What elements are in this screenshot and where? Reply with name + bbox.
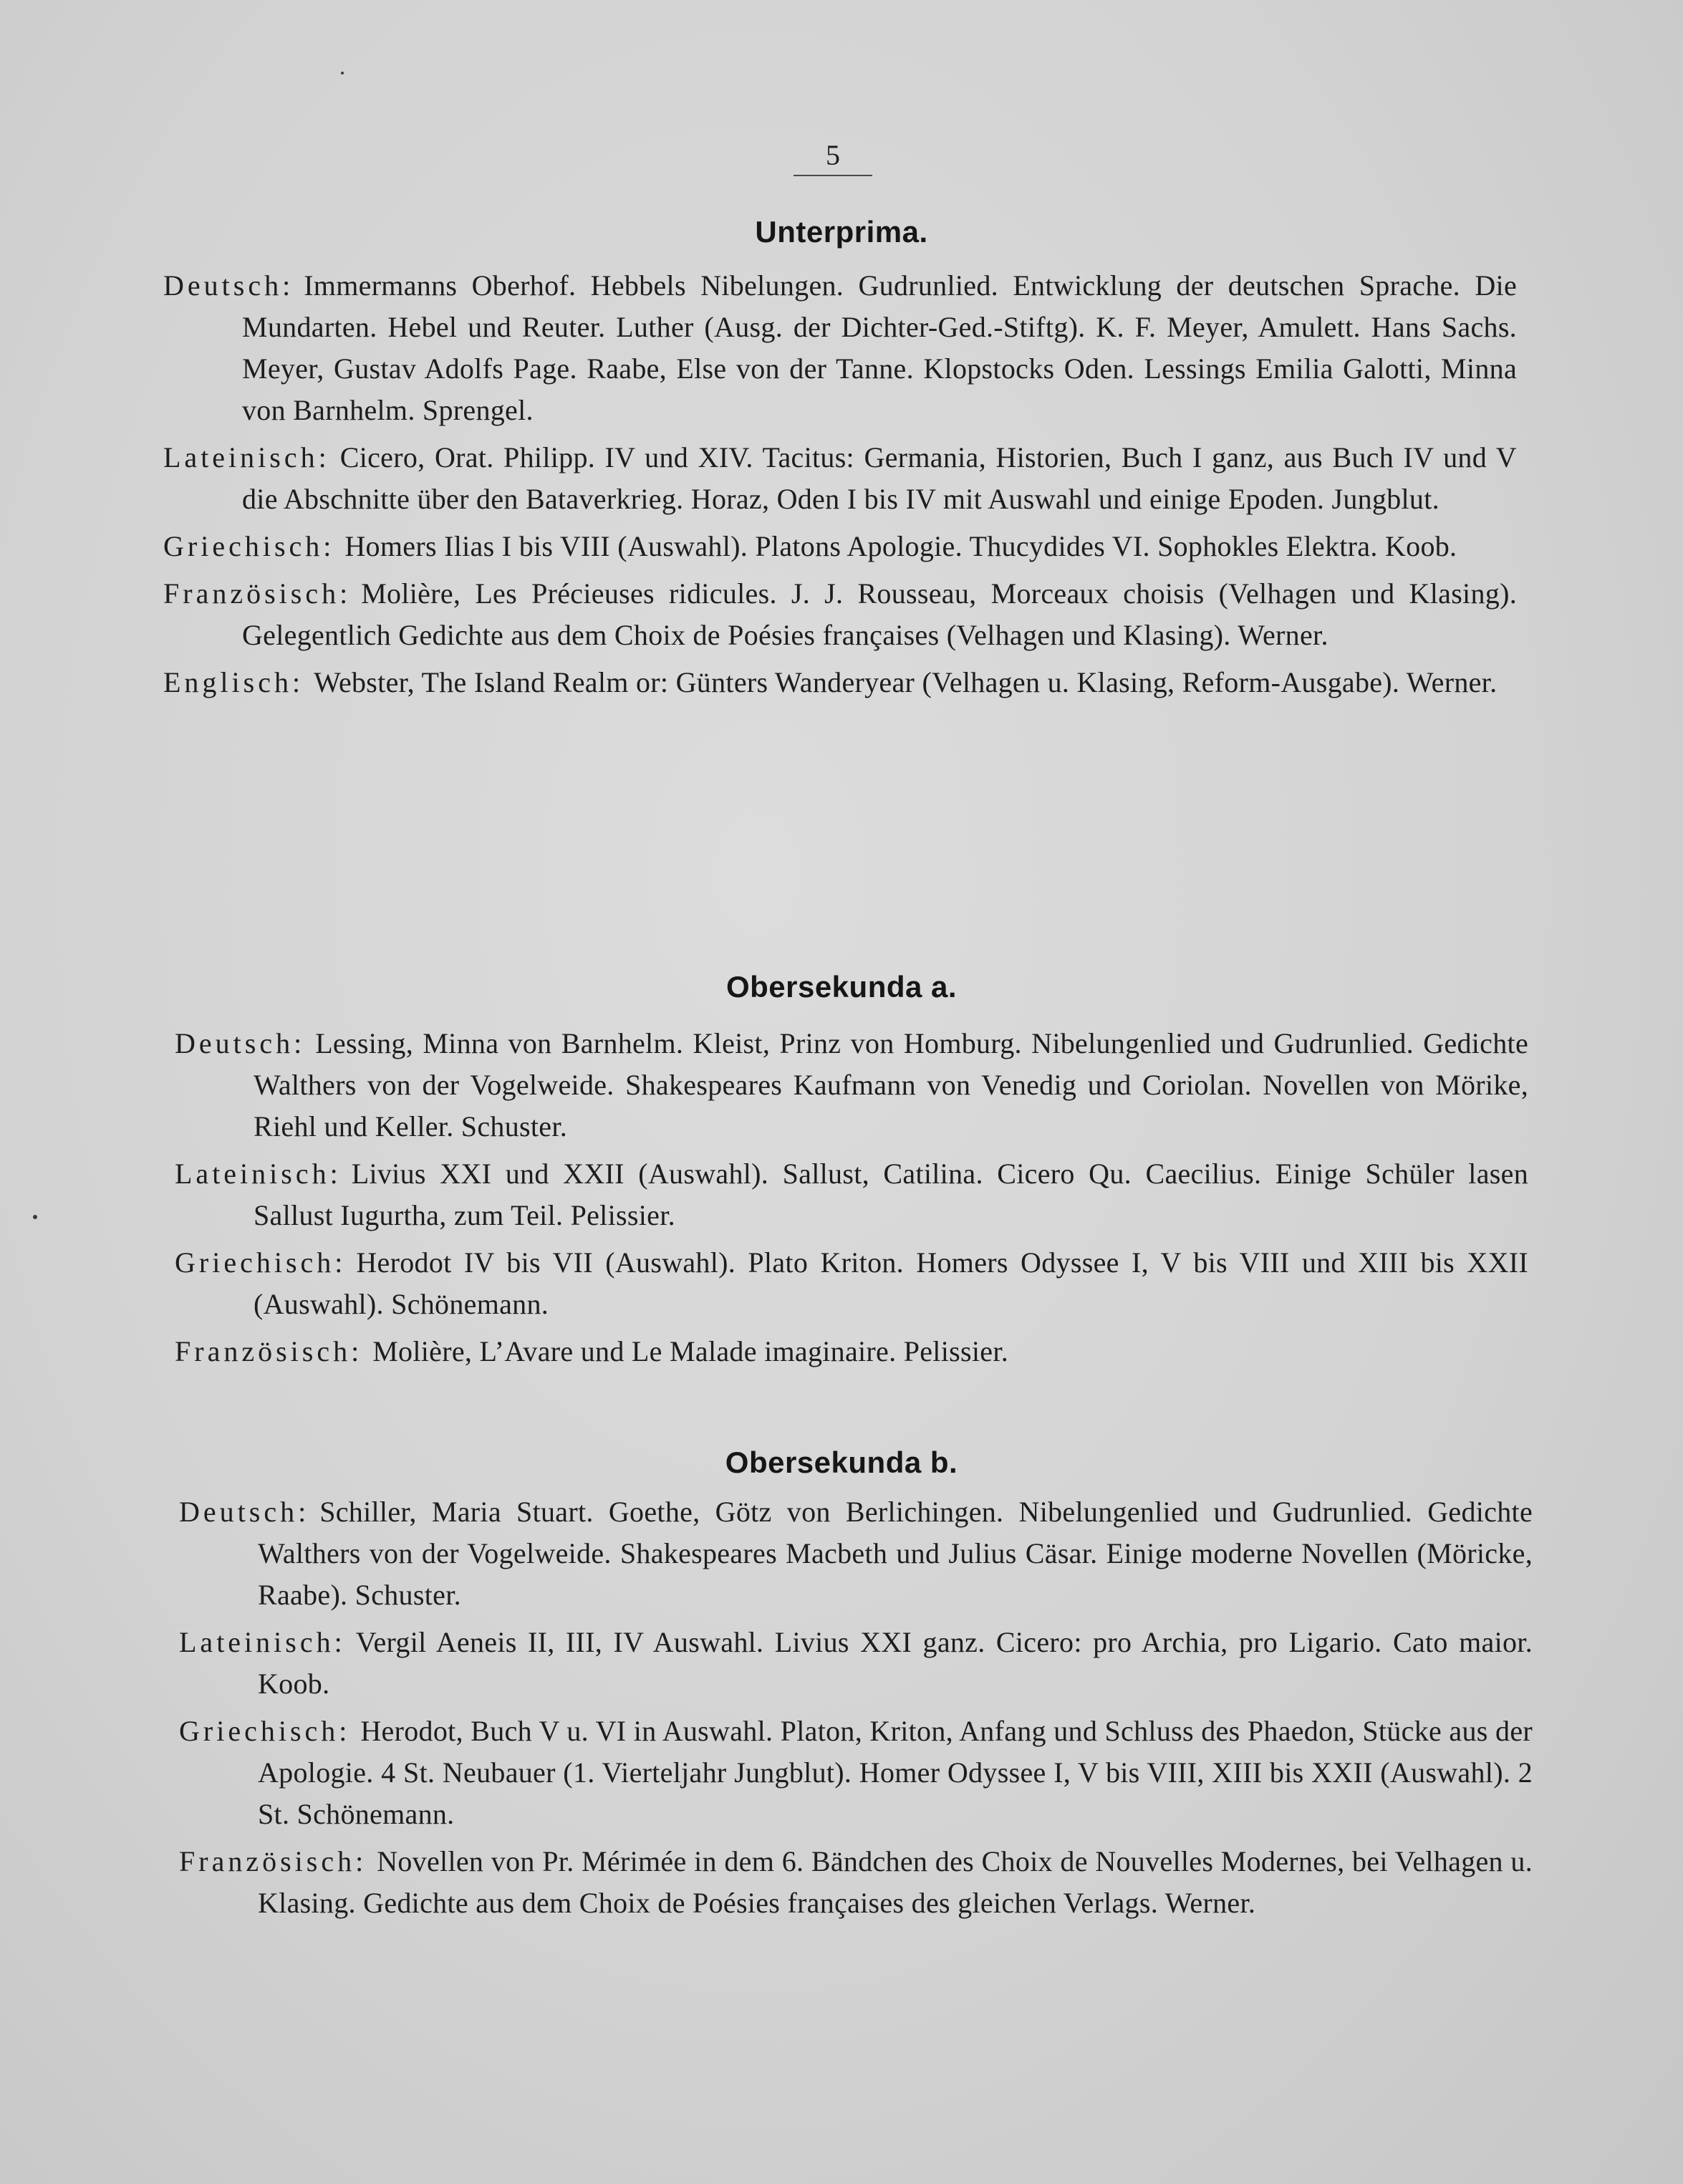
section-obersekunda-b — [179, 1491, 1533, 1930]
subject-label: Griechisch: — [175, 1246, 347, 1279]
subject-label: Französisch: — [179, 1845, 367, 1877]
entry-griechisch — [175, 1242, 1528, 1325]
section-obersekunda-a — [175, 1023, 1528, 1378]
entry-text: Molière, Les Précieuses ridicules. J. J. Rousseau, Morceaux choisis (Velhagen und Klasing). Gelegentlich Gedichte aus dem Choix de Poésies françaises (Velhagen und Klasing). Werner. — [242, 577, 1517, 651]
subject-label: Griechisch: — [163, 530, 335, 562]
entry-text: Schiller, Maria Stuart. Goethe, Götz von Berlichingen. Nibelungenlied und Gudrunlied. Gedichte Walthers von der Vogelweide. Shakespeares Macbeth und Julius Cäsar. Einige moderne Novellen (Möricke, Raabe). Schuster. — [258, 1496, 1533, 1611]
entry-lateinisch — [175, 1153, 1528, 1236]
section-heading-obersekunda-a: Obersekunda a. — [725, 970, 958, 1004]
entry-franzoesisch — [163, 573, 1517, 656]
subject-label: Deutsch: — [179, 1496, 310, 1528]
entry-lateinisch — [179, 1622, 1533, 1705]
subject-label: Lateinisch: — [163, 441, 330, 473]
entry-text: Novellen von Pr. Mérimée in dem 6. Bändchen des Choix de Nouvelles Modernes, bei Velhagen u. Klasing. Gedichte aus dem Choix de Poésies françaises des gleichen Verlags. Werner. — [258, 1845, 1533, 1919]
subject-label: Französisch: — [163, 577, 352, 610]
section-heading-obersekunda-b: Obersekunda b. — [725, 1445, 958, 1479]
subject-label: Griechisch: — [179, 1715, 351, 1747]
entry-griechisch — [163, 526, 1517, 567]
paper-speck — [33, 1215, 37, 1219]
entry-englisch — [163, 662, 1517, 703]
paper-speck — [341, 72, 344, 74]
entry-text: Webster, The Island Realm or: Günters Wanderyear (Velhagen u. Klasing, Reform-Ausgabe). Werner. — [314, 666, 1498, 698]
entry-franzoesisch — [175, 1331, 1528, 1372]
entry-franzoesisch — [179, 1841, 1533, 1924]
subject-label: Deutsch: — [163, 269, 294, 302]
section-heading-unterprima: Unterprima. — [755, 215, 928, 249]
entry-text: Herodot, Buch V u. VI in Auswahl. Platon, Kriton, Anfang und Schluss des Phaedon, Stücke aus der Apologie. 4 St. Neubauer (1. Vierteljahr Jungblut). Homer Odyssee I, V bis VIII, XIII bis XXII (Auswahl). 2 St. Schönemann. — [258, 1715, 1533, 1830]
entry-text: Cicero, Orat. Philipp. IV und XIV. Tacitus: Germania, Historien, Buch I ganz, aus Buch IV und V die Abschnitte über den Bataverkrieg. Horaz, Oden I bis IV mit Auswahl und einige Epoden. Jungblut. — [242, 441, 1517, 515]
entry-text: Immermanns Oberhof. Hebbels Nibelungen. Gudrunlied. Entwicklung der deutschen Sprache. Die Mundarten. Hebel und Reuter. Luther (Ausg. der Dichter-Ged.-Stiftg). K. F. Meyer, Amulett. Hans Sachs. Meyer, Gustav Adolfs Page. Raabe, Else von der Tanne. Klopstocks Oden. Lessings Emilia Galotti, Minna von Barnhelm. Sprengel. — [242, 269, 1517, 426]
entry-text: Livius XXI und XXII (Auswahl). Sallust, Catilina. Cicero Qu. Caecilius. Einige Schüler lasen Sallust Iugurtha, zum Teil. Pelissier. — [254, 1158, 1528, 1231]
entry-deutsch — [175, 1023, 1528, 1148]
entry-deutsch — [163, 265, 1517, 431]
entry-text: Herodot IV bis VII (Auswahl). Plato Kriton. Homers Odyssee I, V bis VIII und XIII bis XXII (Auswahl). Schönemann. — [254, 1246, 1528, 1320]
subject-label: Lateinisch: — [179, 1626, 346, 1658]
entry-griechisch — [179, 1711, 1533, 1835]
page-number: 5 — [794, 138, 872, 176]
subject-label: Französisch: — [175, 1335, 363, 1367]
entry-text: Vergil Aeneis II, III, IV Auswahl. Livius XXI ganz. Cicero: pro Archia, pro Ligario. Cato maior. Koob. — [258, 1626, 1533, 1700]
subject-label: Englisch: — [163, 666, 304, 698]
entry-text: Homers Ilias I bis VIII (Auswahl). Platons Apologie. Thucydides VI. Sophokles Elektra. Koob. — [344, 530, 1457, 562]
entry-text: Molière, L’Avare und Le Malade imaginaire. Pelissier. — [372, 1335, 1009, 1367]
section-unterprima — [163, 265, 1517, 709]
subject-label: Deutsch: — [175, 1027, 306, 1059]
entry-lateinisch — [163, 437, 1517, 520]
entry-deutsch — [179, 1491, 1533, 1616]
entry-text: Lessing, Minna von Barnhelm. Kleist, Prinz von Homburg. Nibelungenlied und Gudrunlied. Gedichte Walthers von der Vogelweide. Shakespeares Kaufmann von Venedig und Coriolan. Novellen von Mörike, Riehl und Keller. Schuster. — [254, 1027, 1528, 1142]
subject-label: Lateinisch: — [175, 1158, 342, 1190]
